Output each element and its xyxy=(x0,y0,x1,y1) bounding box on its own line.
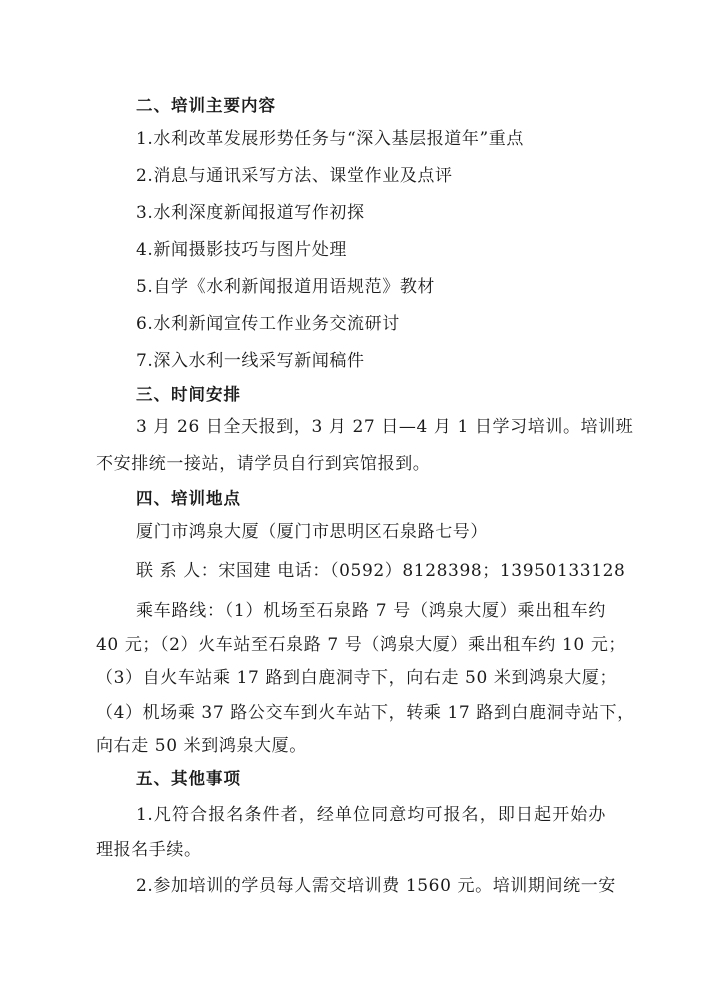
section-heading: 二、培训主要内容 xyxy=(136,96,276,115)
list-item: 7.深入水利一线采写新闻稿件 xyxy=(136,351,365,371)
paragraph-line: 3 月 26 日全天报到，3 月 27 日—4 月 1 日学习培训。培训班 xyxy=(136,417,634,437)
paragraph-line: 1.凡符合报名条件者，经单位同意均可报名，即日起开始办 xyxy=(136,805,606,825)
route-line: （3）自火车站乘 17 路到白鹿洞寺下，向右走 50 米到鸿泉大厦； xyxy=(96,668,618,688)
contact-line: 联 系 人：宋国建 电话：（0592）8128398；13950133128 xyxy=(136,561,626,581)
list-item: 4.新闻摄影技巧与图片处理 xyxy=(136,240,348,260)
paragraph-line: 理报名手续。 xyxy=(96,840,202,860)
section-heading: 三、时间安排 xyxy=(136,385,241,404)
list-item: 5.自学《水利新闻报道用语规范》教材 xyxy=(136,277,436,297)
list-item: 3.水利深度新闻报道写作初探 xyxy=(136,203,365,223)
route-line: （4）机场乘 37 路公交车到火车站下，转乘 17 路到白鹿洞寺站下， xyxy=(96,703,635,723)
route-line: 乘车路线：（1）机场至石泉路 7 号（鸿泉大厦）乘出租车约 xyxy=(136,601,606,621)
route-line: 向右走 50 米到鸿泉大厦。 xyxy=(96,736,307,756)
route-line: 40 元；（2）火车站至石泉路 7 号（鸿泉大厦）乘出租车约 10 元； xyxy=(96,635,627,655)
list-item: 2.消息与通讯采写方法、课堂作业及点评 xyxy=(136,166,453,186)
list-item: 6.水利新闻宣传工作业务交流研讨 xyxy=(136,314,400,334)
list-item: 1.水利改革发展形势任务与“深入基层报道年”重点 xyxy=(136,129,525,149)
section-heading: 四、培训地点 xyxy=(136,489,241,508)
paragraph-line: 不安排统一接站，请学员自行到宾馆报到。 xyxy=(96,454,431,474)
paragraph-line: 2.参加培训的学员每人需交培训费 1560 元。培训期间统一安 xyxy=(136,876,616,896)
address-line: 厦门市鸿泉大厦（厦门市思明区石泉路七号） xyxy=(136,522,488,542)
section-heading: 五、其他事项 xyxy=(136,769,241,788)
